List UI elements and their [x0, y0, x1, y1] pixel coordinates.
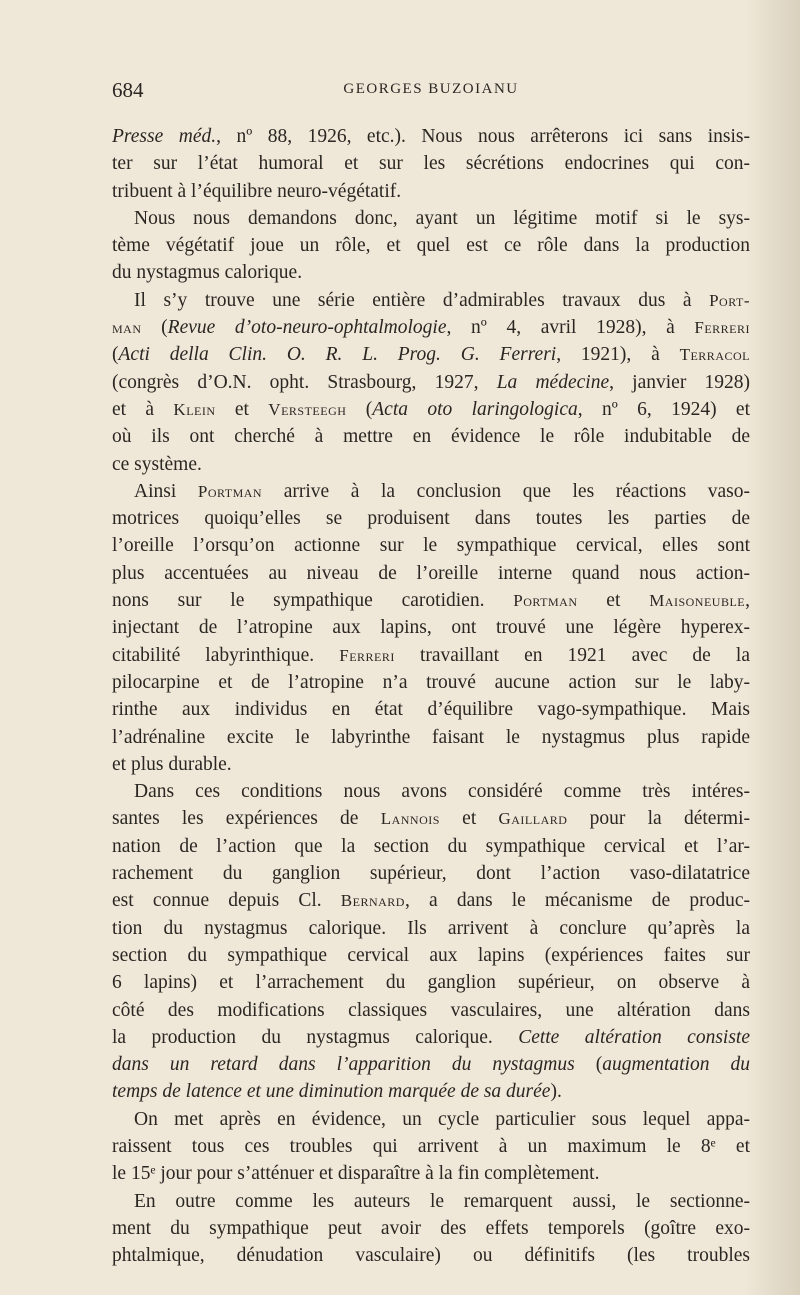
text-line	[112, 997, 750, 1024]
text-line	[112, 1215, 750, 1242]
text-line	[112, 1188, 750, 1215]
text-line	[112, 1051, 750, 1078]
text-line	[112, 887, 750, 914]
italic-span: Acta oto laringologica	[372, 398, 578, 420]
small-caps-name: Versteegh	[268, 399, 347, 419]
text-line	[112, 205, 750, 232]
text-span: et à	[112, 398, 174, 420]
text-span: 6 lapins) et l’arrachement du ganglion supérieur, on observe à	[112, 972, 750, 994]
text-span: du nystagmus calorique.	[112, 262, 303, 284]
text-line	[112, 1078, 750, 1105]
text-span: raissent tous ces troubles qui arrivent à un maximum le 8ᵉ et	[112, 1135, 750, 1157]
text-span: injectant de l’atropine aux lapins, ont trouvé une légère hyperex-	[112, 617, 750, 639]
text-span: Ainsi	[134, 480, 198, 502]
text-line	[112, 178, 750, 205]
text-span: côté des modifications classiques vasculaires, une altération dans	[112, 999, 750, 1021]
text-line	[112, 314, 750, 341]
text-span: Nous nous demandons donc, ayant un légitime motif si le sys-	[134, 207, 750, 229]
text-line	[112, 614, 750, 641]
italic-span: augmentation du	[602, 1054, 750, 1076]
text-line	[112, 1106, 750, 1133]
text-span: et	[577, 590, 650, 612]
text-line	[112, 587, 750, 614]
text-line	[112, 860, 750, 887]
text-line	[112, 532, 750, 559]
text-span: pour la détermi-	[567, 808, 750, 830]
text-line	[112, 805, 750, 832]
text-span: , a dans le mécanisme de produc-	[404, 890, 750, 912]
text-line	[112, 942, 750, 969]
small-caps-name: Lannois	[380, 809, 440, 829]
small-caps-name: Portman	[197, 481, 263, 501]
small-caps-name: Terracol	[679, 345, 750, 365]
text-line	[112, 969, 750, 996]
text-line	[112, 778, 750, 805]
text-span: tion du nystagmus calorique. Ils arrivent à conclure qu’après la	[112, 917, 750, 939]
text-span: travaillant en 1921 avec de la	[394, 644, 750, 666]
text-span: la production du nystagmus calorique.	[112, 1026, 519, 1048]
text-span: , nº 4, avril 1928), à	[446, 317, 695, 339]
text-span: le 15ᵉ jour pour s’atténuer et disparaître à la fin complètement.	[112, 1163, 600, 1185]
text-span: nons sur le sympathique carotidien.	[112, 590, 514, 612]
text-span: , janvier 1928)	[609, 371, 750, 393]
small-caps-name: Port-	[709, 290, 750, 310]
small-caps-name: Maisoneuble	[649, 591, 746, 611]
text-span: plus accentuées au niveau de l’oreille interne quand nous action-	[112, 562, 750, 584]
text-line	[112, 232, 750, 259]
text-span: phtalmique, dénudation vasculaire) ou définitifs (les troubles	[112, 1245, 750, 1267]
italic-span: Revue d’oto-neuro-ophtalmologie	[167, 317, 447, 339]
text-span: (	[141, 317, 168, 339]
text-span: est connue depuis Cl.	[112, 890, 341, 912]
text-line	[112, 341, 750, 368]
text-line	[112, 123, 750, 150]
text-line	[112, 833, 750, 860]
text-span: ment du sympathique peut avoir des effets temporels (goître exo-	[112, 1217, 750, 1239]
text-span: où ils ont cherché à mettre en évidence le rôle indubitable de	[112, 426, 750, 448]
text-line	[112, 287, 750, 314]
text-span: et plus durable.	[112, 753, 232, 775]
body-text	[112, 123, 750, 1269]
text-line	[112, 696, 750, 723]
text-span: l’oreille l’orsqu’on actionne sur le sympathique cervical, elles sont	[112, 535, 750, 557]
text-span: , nº 6, 1924) et	[577, 398, 750, 420]
text-span: Il s’y trouve une série entière d’admirables travaux dus à	[134, 289, 710, 311]
text-span: santes les expériences de	[112, 808, 381, 830]
text-span: ,	[745, 590, 750, 612]
italic-span: temps de latence et une diminution marquée de sa durée	[112, 1081, 551, 1103]
text-span: , 1921), à	[556, 344, 680, 366]
text-line	[112, 915, 750, 942]
text-line	[112, 724, 750, 751]
text-span: pilocarpine et de l’atropine n’a trouvé aucune action sur le laby-	[112, 671, 750, 693]
text-span: tème végétatif joue un rôle, et quel est ce rôle dans la production	[112, 235, 750, 257]
text-span: rinthe aux individus en état d’équilibre vago-sympathique. Mais	[112, 699, 750, 721]
italic-span: La médecine	[496, 371, 610, 393]
text-span: nation de l’action que la section du sympathique cervical et l’ar-	[112, 835, 750, 857]
text-line	[112, 505, 750, 532]
italic-span: Acti della Clin. O. R. L. Prog. G. Ferreri	[118, 344, 557, 366]
text-span: (congrès d’O.N. opht. Strasbourg, 1927,	[112, 371, 497, 393]
italic-span: Cette altération consiste	[518, 1026, 750, 1048]
text-span: ce système.	[112, 453, 202, 475]
text-line	[112, 642, 750, 669]
text-line	[112, 369, 750, 396]
text-line	[112, 751, 750, 778]
text-line	[112, 396, 750, 423]
text-line	[112, 451, 750, 478]
text-span: et	[439, 808, 499, 830]
text-span: (	[574, 1054, 603, 1076]
text-line	[112, 259, 750, 286]
text-line	[112, 1160, 750, 1187]
text-span: rachement du ganglion supérieur, dont l’action vaso-dilatatrice	[112, 863, 750, 885]
small-caps-name: Klein	[173, 399, 216, 419]
text-span: (	[112, 344, 119, 366]
page-number: 684	[112, 78, 144, 102]
text-span: tribuent à l’équilibre neuro-végétatif.	[112, 180, 402, 202]
text-line	[112, 478, 750, 505]
italic-span: dans un retard dans l’apparition du nystagmus	[112, 1054, 575, 1076]
text-span: motrices quoiqu’elles se produisent dans toutes les parties de	[112, 508, 750, 530]
small-caps-name: Gaillard	[498, 809, 568, 829]
small-caps-name: man	[112, 318, 142, 338]
text-span: citabilité labyrinthique.	[112, 644, 340, 666]
small-caps-name: Bernard	[340, 891, 405, 911]
text-span: , nº 88, 1926, etc.). Nous nous arrêterons ici sans insis-	[216, 126, 750, 147]
text-span: et	[215, 398, 269, 420]
page-header	[112, 78, 750, 108]
text-span: Dans ces conditions nous avons considéré comme très intéres-	[134, 781, 750, 803]
text-line	[112, 1242, 750, 1269]
text-line	[112, 1133, 750, 1160]
text-span: En outre comme les auteurs le remarquent aussi, le sectionne-	[134, 1190, 750, 1212]
text-span: arrive à la conclusion que les réactions vaso-	[262, 480, 750, 502]
text-line	[112, 423, 750, 450]
text-line	[112, 1024, 750, 1051]
text-line	[112, 669, 750, 696]
text-span: ter sur l’état humoral et sur les sécrétions endocrines qui con-	[112, 153, 750, 175]
text-span: ).	[550, 1081, 562, 1103]
text-line	[112, 150, 750, 177]
text-span: (	[346, 398, 373, 420]
text-span: l’adrénaline excite le labyrinthe faisant le nystagmus plus rapide	[112, 726, 750, 748]
small-caps-name: Portman	[513, 591, 578, 611]
small-caps-name: Ferreri	[339, 645, 395, 665]
text-span: section du sympathique cervical aux lapins (expériences faites sur	[112, 944, 750, 966]
italic-span: Presse méd.	[112, 126, 217, 147]
small-caps-name: Ferreri	[694, 318, 750, 338]
running-head: GEORGES BUZOIANU	[343, 81, 519, 97]
text-line	[112, 560, 750, 587]
text-span: On met après en évidence, un cycle particulier sous lequel appa-	[134, 1108, 750, 1130]
